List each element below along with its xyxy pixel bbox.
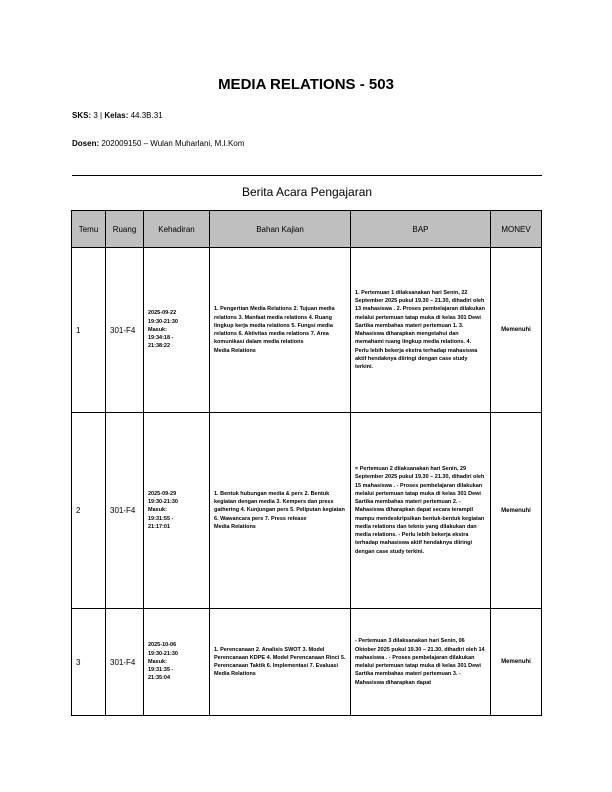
cell-monev: Memenuhi [491,609,542,716]
section-title: Berita Acara Pengajaran [241,185,373,199]
header-ruang: Ruang [106,211,144,248]
header-bahan-kajian: Bahan Kajian [210,211,351,248]
cell-kehadiran: 2025-10-06 19:30-21:30 Masuk: 19:31:35 - 21:35:04 [144,609,210,716]
header-bap: BAP [351,211,491,248]
header-temu: Temu [72,211,106,248]
cell-monev: Memenuhi [491,248,542,413]
cell-bahan-kajian: 1. Pengertian Media Relations 2. Tujuan media relations 3. Manfaat media relations 4. Ruang lingkup kerja media relations 5. Fungsi media relations 6. Aktivitas media relations 7. Area komunikasi dalam media relations Media Relations [210,248,351,413]
lecturer-meta [72,139,244,148]
sks-value: 3 [93,111,98,120]
divider-line [72,175,542,176]
teaching-record-table [71,210,542,716]
table-row [72,413,542,609]
kelas-label: Kelas: [104,111,129,120]
cell-temu: 3 [72,609,106,716]
dosen-label: Dosen: [72,139,100,148]
cell-temu: 2 [72,413,106,609]
cell-kehadiran: 2025-09-22 19:30-21:30 Masuk: 19:34:18 - 21:38:22 [144,248,210,413]
table-row [72,248,542,413]
cell-bap: = Pertemuan 2 dilaksanakan hari Senin, 29 September 2025 pukul 19.30 – 21.30, dihadiri oleh 15 mahasiswa . - Proses pembelajaran dilakukan melalui pertemuan tatap muka di kelas 301 Dewi Sartika membahas materi pertemuan 2. - Mahasiswa diharapkan dapat secara terampil mampu mendeskripsikan bentuk-bentuk kegiatan media relations dan teknis yang dilakukan dan media relations. - Perlu lebih bekerja ekstra terhadap mahasiswa aktif hendaknya diiringi dengan case study terkini. [351,413,491,609]
kelas-value: 44.3B.31 [130,111,163,120]
table-header-row [72,211,542,248]
cell-bap: 1. Pertemuan 1 dilaksanakan hari Senin, 22 September 2025 pukul 19.30 – 21.30, dihadiri oleh 13 mahasiswa . 2. Proses pembelajaran dilakukan melalui pertemuan tatap muka di kelas 301 Dewi Sartika membahas materi pertemuan 1. 3. Mahasiswa diharapkan mengetahui dan memahami ruang lingkup media relations. 4. Perlu lebih bekerja ekstra terhadap mahasiswa aktif hendaknya diiringi dengan case study terkini. [351,248,491,413]
course-meta [72,111,163,120]
cell-ruang: 301-F4 [106,248,144,413]
cell-ruang: 301-F4 [106,609,144,716]
table-row [72,609,542,716]
cell-bahan-kajian: 1. Bentuk hubungan media & pers 2. Bentuk kegiatan dengan media 3. Kempers dan press gathering 4. Kunjungan pers 5. Peliputan kegiatan 6. Wawancara pers 7. Press release Media Relations [210,413,351,609]
cell-bap-text: - Pertemuan 3 dilaksanakan hari Senin, 06 Oktober 2025 pukul 19.30 – 21.30, dihadiri oleh 14 mahasiswa . - Proses pembelajaran dilakukan melalui pertemuan tatap muka di kelas 301 Dewi Sartika membahas materi pertemuan 3. - Mahasiswa diharapkan dapat [355,638,485,686]
cell-bap [351,609,491,716]
cell-ruang: 301-F4 [106,413,144,609]
dosen-value: 202009150 – Wulan Muharlani, M.I.Kom [101,139,245,148]
cell-kehadiran: 2025-09-29 19:30-21:30 Masuk: 19:31:55 - 21:17:01 [144,413,210,609]
header-monev: MONEV [491,211,542,248]
header-kehadiran: Kehadiran [144,211,210,248]
cell-bahan-kajian: 1. Perencanaan 2. Analisis SWOT 3. Model Perencanaan KDPE 4. Model Perencanaan Rinci 5. Perencanaan Taktik 6. Implementasi 7. Evaluasi Media Relations [210,609,351,716]
document-title: MEDIA RELATIONS - 503 [218,76,394,93]
cell-temu: 1 [72,248,106,413]
cell-monev: Memenuhi [491,413,542,609]
meta-separator: | [100,111,103,120]
sks-label: SKS: [72,111,92,120]
